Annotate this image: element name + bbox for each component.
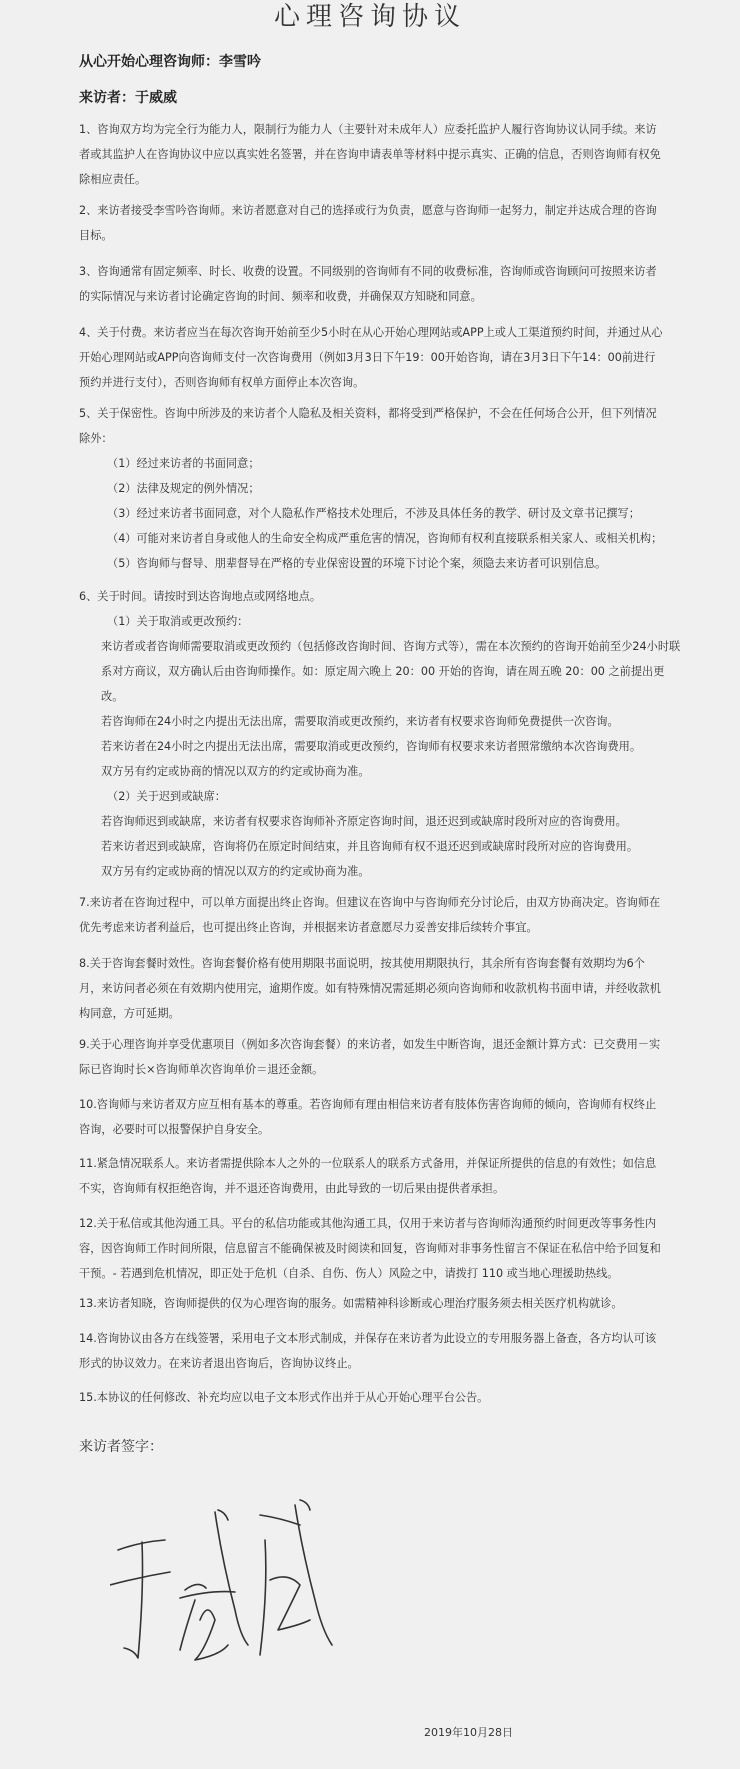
visitor-line: 来访者：于威威 — [79, 90, 177, 106]
clause-2: 2、来访者接受李雪吟咨询师。来访者愿意对自己的选择或行为负责，愿意与咨询师一起努力，制定并达成合理的咨询目标。 — [79, 204, 657, 242]
clause-11: 11.紧急情况联系人。来访者需提供除本人之外的一位联系人的联系方式备用，并保证所提供的信息的有效性；如信息不实，咨询师有权拒绝咨询，并不退还咨询费用，由此导致的一切后果由提供者承担。 — [79, 1157, 657, 1195]
clause-6-sub-2-b: 若来访者迟到或缺席，咨询将仍在原定时间结束，并且咨询师有权不退还迟到或缺席时段所对应的咨询费用。 — [101, 840, 639, 853]
clause-6-sub-1: （1）关于取消或更改预约： — [107, 615, 249, 628]
clause-6: 6、关于时间。请按时到达咨询地点或网络地点。 — [79, 590, 322, 603]
clause-5-item-2: （2）法律及规定的例外情况； — [107, 482, 260, 495]
handwritten-signature — [110, 1480, 340, 1680]
clause-6-sub-2-a: 若咨询师迟到或缺席，来访者有权要求咨询师补齐原定咨询时间，退还迟到或缺席时段所对应的咨询费用。 — [101, 815, 627, 828]
clause-12: 12.关于私信或其他沟通工具。平台的私信功能或其他沟通工具，仅用于来访者与咨询师沟通预约时间更改等事务性内容，因咨询师工作时间所限，信息留言不能确保被及时阅读和回复，咨询师对非事务性留言不保证在私信中给予回复和干预。- 若遇到危机情况，即正处于危机（自杀、自伤、伤人）风险之中，请拨打 110 或当地心理援助热线。 — [79, 1217, 661, 1280]
clause-3: 3、咨询通常有固定频率、时长、收费的设置。不同级别的咨询师有不同的收费标准，咨询师或咨询顾问可按照来访者的实际情况与来访者讨论确定咨询的时间、频率和收费，并确保双方知晓和同意。 — [79, 265, 657, 303]
clause-6-sub-1-c: 若来访者在24小时之内提出无法出席，需要取消或更改预约，咨询师有权要求来访者照常缴纳本次咨询费用。 — [101, 740, 642, 753]
clause-6-sub-1-a: 来访者或者咨询师需要取消或更改预约（包括修改咨询时间、咨询方式等），需在本次预约的咨询开始前至少24小时联系对方商议，双方确认后由咨询师操作。如：原定周六晚上 20：00 开始的咨询，请在周五晚 20：00 之前提出更改。 — [101, 640, 681, 703]
clause-10: 10.咨询师与来访者双方应互相有基本的尊重。若咨询师有理由相信来访者有肢体伤害咨询师的倾向，咨询师有权终止咨询，必要时可以报警保护自身安全。 — [79, 1098, 657, 1136]
clause-13: 13.来访者知晓，咨询师提供的仅为心理咨询的服务。如需精神科诊断或心理治疗服务须去相关医疗机构就诊。 — [79, 1297, 623, 1310]
clause-5: 5、关于保密性。咨询中所涉及的来访者个人隐私及相关资料，都将受到严格保护，不会在任何场合公开，但下列情况除外： — [79, 407, 657, 445]
clause-5-item-4: （4）可能对来访者自身或他人的生命安全构成严重危害的情况，咨询师有权利直接联系相关家人、或相关机构； — [107, 532, 663, 545]
clause-7: 7.来访者在咨询过程中，可以单方面提出终止咨询。但建议在咨询中与咨询师充分讨论后，由双方协商决定。咨询师在优先考虑来访者利益后，也可提出终止咨询，并根据来访者意愿尽力妥善安排后续转介事宜。 — [79, 896, 661, 934]
clause-1: 1、咨询双方均为完全行为能力人，限制行为能力人（主要针对未成年人）应委托监护人履行咨询协议认同手续。来访者或其监护人在咨询协议中应以真实姓名签署，并在咨询申请表单等材料中提示真实、正确的信息，否则咨询师有权免除相应责任。 — [79, 123, 661, 186]
clause-5-item-3: （3）经过来访者书面同意，对个人隐私作严格技术处理后，不涉及具体任务的教学、研讨及文章书记撰写； — [107, 507, 640, 520]
clause-15: 15.本协议的任何修改、补充均应以电子文本形式作出并于从心开始心理平台公告。 — [79, 1391, 489, 1404]
clause-5-item-1: （1）经过来访者的书面同意； — [107, 457, 260, 470]
document-title: 心理咨询协议 — [273, 2, 466, 32]
clause-14: 14.咨询协议由各方在线签署，采用电子文本形式制成，并保存在来访者为此设立的专用服务器上备查，各方均认可该形式的协议效力。在来访者退出咨询后，咨询协议终止。 — [79, 1332, 657, 1370]
sign-date: 2019年10月28日 — [424, 1726, 513, 1739]
clause-6-sub-1-d: 双方另有约定或协商的情况以双方的约定或协商为准。 — [101, 765, 370, 778]
signature-label: 来访者签字： — [79, 1439, 163, 1455]
clause-8: 8.关于咨询套餐时效性。咨询套餐价格有使用期限书面说明，按其使用期限执行，其余所有咨询套餐有效期均为6个月，来访问者必须在有效期内使用完，逾期作废。如有特殊情况需延期必须向咨询师和收款机构书面申请，并经收款机构同意，方可延期。 — [79, 957, 661, 1020]
clause-6-sub-2: （2）关于迟到或缺席： — [107, 790, 226, 803]
counselor-line: 从心开始心理咨询师：李雪吟 — [79, 54, 261, 70]
clause-6-sub-2-c: 双方另有约定或协商的情况以双方的约定或协商为准。 — [101, 865, 370, 878]
clause-9: 9.关于心理咨询并享受优惠项目（例如多次咨询套餐）的来访者，如发生中断咨询，退还金额计算方式：已交费用－实际已咨询时长×咨询师单次咨询单价＝退还金额。 — [79, 1038, 661, 1076]
clause-4: 4、关于付费。来访者应当在每次咨询开始前至少5小时在从心开始心理网站或APP上或人工渠道预约时间，并通过从心开始心理网站或APP向咨询师支付一次咨询费用（例如3月3日下午19：00开始咨询，请在3月3日下午14：00前进行预约并进行支付），否则咨询师有权单方面停止本次咨询。 — [79, 326, 663, 389]
clause-5-item-5: （5）咨询师与督导、朋辈督导在严格的专业保密设置的环境下讨论个案，须隐去来访者可识别信息。 — [107, 557, 607, 570]
clause-6-sub-1-b: 若咨询师在24小时之内提出无法出席，需要取消或更改预约，来访者有权要求咨询师免费提供一次咨询。 — [101, 715, 619, 728]
